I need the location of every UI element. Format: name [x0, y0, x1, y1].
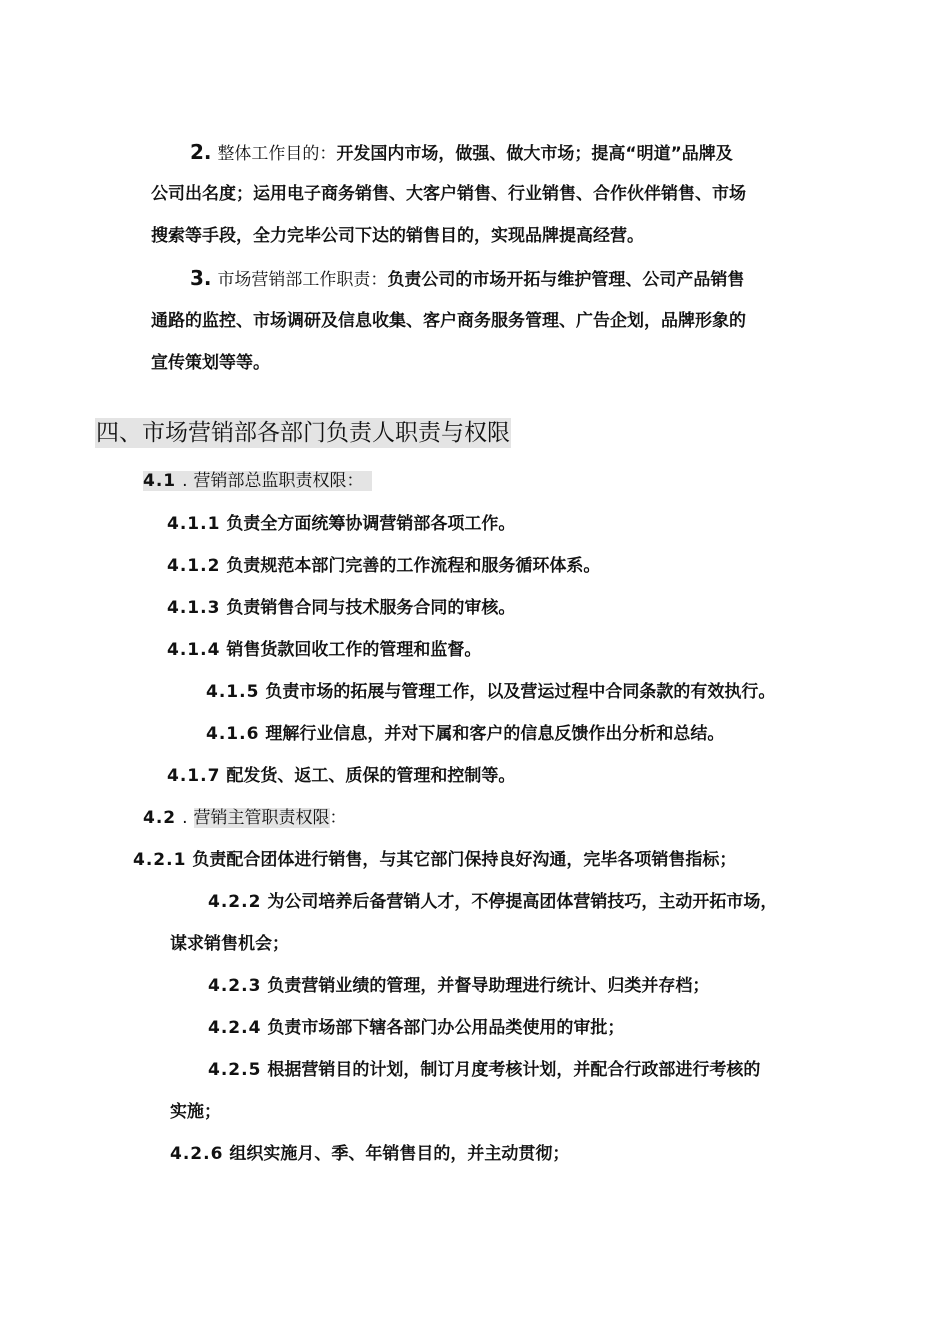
- section2-number: 2.: [190, 140, 212, 164]
- s42-item-6: 4.2.6 组织实施月、季、年销售目的，并主动贯彻；: [170, 1144, 570, 1164]
- section3-label: 市场营销部工作职责：: [217, 270, 388, 290]
- s42-item-5: 4.2.5 根据营销目的计划，制订月度考核计划，并配合行政部进行考核的: [208, 1060, 761, 1080]
- s41-item-7: 4.1.7 配发货、返工、质保的管理和控制等。: [167, 766, 516, 786]
- s41-heading: [143, 469, 372, 493]
- s41-title: 营销部总监职责权限：: [193, 471, 364, 491]
- section3-line2: 通路的监控、市场调研及信息收集、客户商务服务管理、广告企划，品牌形象的: [151, 311, 746, 331]
- s42-number: 4.2: [143, 808, 177, 828]
- section2-line2: 公司出名度；运用电子商务销售、大客户销售、行业销售、合作伙伴销售、市场: [151, 184, 746, 204]
- s42-item-1: 4.2.1 负责配合团体进行销售，与其它部门保持良好沟通，完毕各项销售指标；: [133, 850, 737, 870]
- section2-text-1: 开发国内市场，做强、做大市场；提高“明道”品牌及: [336, 144, 733, 164]
- s42-item-5-cont: 实施；: [170, 1102, 221, 1122]
- s42-title: 营销主管职责权限: [193, 808, 330, 828]
- s41-item-6: 4.1.6 理解行业信息，并对下属和客户的信息反馈作出分析和总结。: [206, 724, 725, 744]
- section2-line3: 搜索等手段，全力完毕公司下达的销售目的，实现品牌提高经营。: [151, 226, 644, 246]
- s42-sep: .: [182, 808, 188, 828]
- section3-text-1: 负责公司的市场开拓与维护管理、公司产品销售: [387, 270, 745, 290]
- s41-sep: .: [182, 471, 188, 491]
- section3-line1: [190, 267, 744, 291]
- s42-item-3: 4.2.3 负责营销业绩的管理，并督导助理进行统计、归类并存档；: [208, 976, 710, 996]
- s42-heading: [143, 806, 347, 830]
- s41-number: 4.1: [143, 471, 177, 491]
- section3-line3: 宣传策划等等。: [151, 353, 270, 373]
- s42-item-4: 4.2.4 负责市场部下辖各部门办公用品类使用的审批；: [208, 1018, 625, 1038]
- s42-item-2-cont: 谋求销售机会；: [170, 934, 289, 954]
- s41-item-2: 4.1.2 负责规范本部门完善的工作流程和服务循环体系。: [167, 556, 601, 576]
- s42-colon: ：: [329, 808, 347, 828]
- s41-item-4: 4.1.4 销售货款回收工作的管理和监督。: [167, 640, 482, 660]
- chapter4-heading: 四、市场营销部各部门负责人职责与权限: [96, 420, 510, 446]
- section2-line1: [190, 141, 733, 165]
- section3-number: 3.: [190, 266, 212, 290]
- section2-label: 整体工作目的：: [217, 144, 337, 164]
- s41-item-1: 4.1.1 负责全方面统筹协调营销部各项工作。: [167, 514, 516, 534]
- s41-item-3: 4.1.3 负责销售合同与技术服务合同的审核。: [167, 598, 516, 618]
- s41-item-5: 4.1.5 负责市场的拓展与管理工作，以及营运过程中合同条款的有效执行。: [206, 682, 776, 702]
- s42-item-2: 4.2.2 为公司培养后备营销人才，不停提高团体营销技巧，主动开拓市场，: [208, 892, 778, 912]
